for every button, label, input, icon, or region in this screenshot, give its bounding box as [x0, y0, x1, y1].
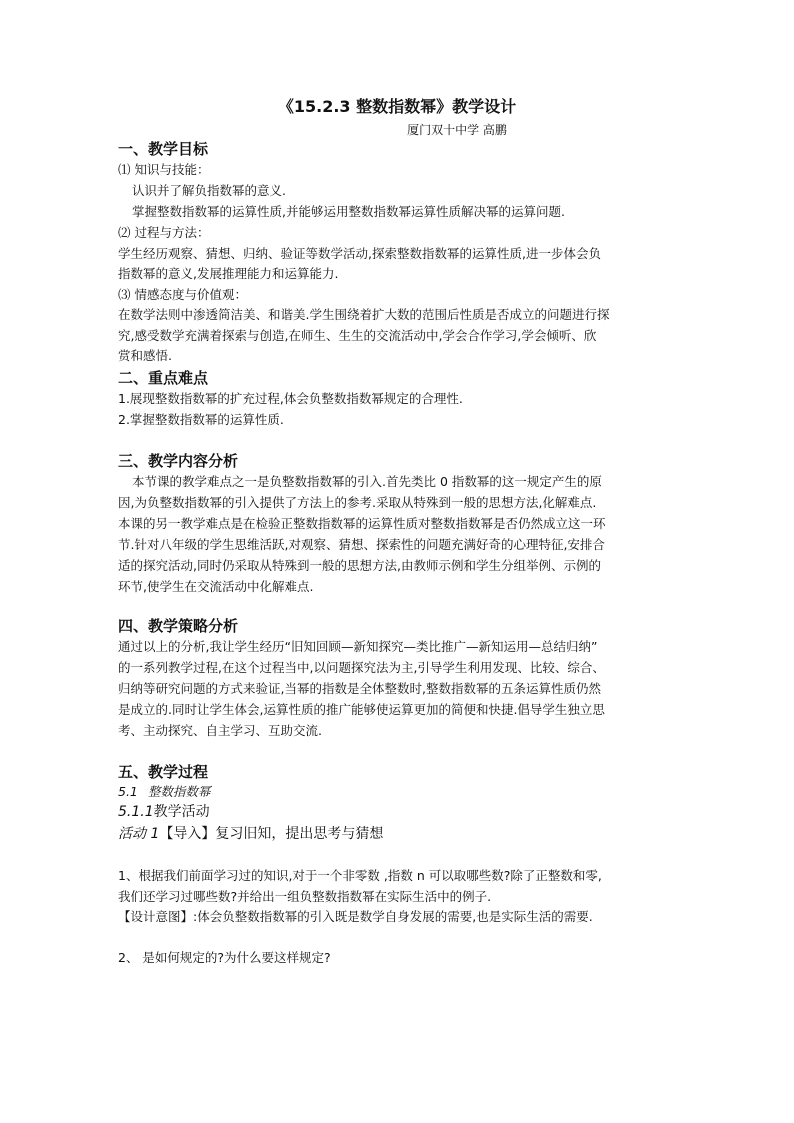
s1-p3-line2: 究,感受数学充满着探索与创造,在师生、生生的交流活动中,学会合作学习,学会倾听、欣 — [118, 328, 597, 343]
s4-line3: 归纳等研究问题的方式来验证,当幂的指数是全体整数时,整数指数幂的五条运算性质仍然 — [118, 681, 601, 696]
s4-line5: 考、主动探究、自主学习、互助交流. — [118, 723, 322, 738]
s5-design-text: :体会负整数指数幂的引入既是数学自身发展的需要,也是实际生活的需要. — [193, 909, 593, 924]
s5-activity-label: 活动 1 — [118, 826, 160, 842]
s5-activity-1 — [118, 824, 678, 844]
s4-line4: 是成立的.同时让学生体会,运算性质的推广能够使运算更加的简便和快捷.倡导学生独立思 — [118, 702, 605, 717]
s1-p1-label: ⑴ 知识与技能： — [118, 162, 210, 177]
s1-p2-line1: 学生经历观察、猜想、归纳、验证等数学活动,探索整数指数幂的运算性质,进一步体会负 — [118, 246, 601, 261]
s3-line1: 本节课的教学难点之一是负整数指数幂的引入.首先类比 0 指数幂的这一规定产生的原 — [132, 474, 602, 489]
s5-q1-line1: 1、根据我们前面学习过的知识,对于一个非零数 ,指数 n 可以取哪些数?除了正整数和零, — [118, 868, 602, 883]
s5-sub1-text: 整数指数幂 — [147, 784, 211, 799]
section-2-heading: 二、重点难点 — [118, 369, 209, 387]
s5-activity-text: 【导入】复习旧知，提出思考与猜想 — [159, 826, 384, 842]
s1-p3-label: ⑶ 情感态度与价值观： — [118, 287, 247, 302]
s5-design-intent — [118, 907, 678, 927]
s5-sub2-num: 5.1.1 — [118, 804, 154, 820]
s5-sub1-num: 5.1 — [118, 784, 138, 799]
s3-line4: 节.针对八年级的学生思维活跃,对观察、猜想、探索性的问题充满好奇的心理特征,安排合 — [118, 537, 605, 552]
s5-subsection-1 — [118, 782, 678, 802]
s5-design-label: 【设计意图】 — [118, 909, 194, 924]
section-3-heading: 三、教学内容分析 — [118, 452, 239, 470]
s5-q2: 2、 是如何规定的?为什么要这样规定? — [118, 950, 331, 965]
s4-line2: 的一系列教学过程,在这个过程当中,以问题探究法为主,引导学生利用发现、比较、综合、 — [118, 660, 605, 675]
s4-line1: 通过以上的分析,我让学生经历“旧知回顾—新知探究—类比推广—新知运用—总结归纳” — [118, 639, 598, 654]
section-1-heading: 一、教学目标 — [118, 140, 209, 158]
s1-p2-label: ⑵ 过程与方法： — [118, 225, 210, 240]
s2-line1: 1.展现整数指数幂的扩充过程,体会负整数指数幂规定的合理性. — [118, 391, 463, 406]
s3-line3: 本课的另一教学难点是在检验正整数指数幂的运算性质对整数指数幂是否仍然成立这一环 — [118, 516, 606, 531]
s5-sub2-text: 教学活动 — [153, 804, 210, 820]
s3-line6: 环节,使学生在交流活动中化解难点. — [118, 579, 314, 594]
s1-p1-line1: 认识并了解负指数幂的意义. — [132, 183, 286, 198]
s1-p3-line3: 赏和感悟. — [118, 348, 172, 363]
s3-line2: 因,为负整数指数幂的引入提供了方法上的参考.采取从特殊到一般的思想方法,化解难点. — [118, 495, 597, 510]
s2-line2: 2.掌握整数指数幂的运算性质. — [118, 412, 284, 427]
document-title: 《15.2.3 整数指数幂》教学设计 — [277, 97, 517, 116]
s5-q1-line2: 我们还学习过哪些数?并给出一组负整数指数幂在实际生活中的例子. — [118, 889, 492, 904]
author-line: 厦门双十中学 高鹏 — [407, 123, 507, 137]
section-4-heading: 四、教学策略分析 — [118, 617, 239, 635]
s5-subsection-2 — [118, 802, 678, 822]
s1-p2-line2: 指数幂的意义,发展推理能力和运算能力. — [118, 266, 339, 281]
s1-p3-line1: 在数学法则中渗透简洁美、和谐美.学生围绕着扩大数的范围后性质是否成立的问题进行探 — [118, 307, 610, 322]
s3-line5: 适的探究活动,同时仍采取从特殊到一般的思想方法,由教师示例和学生分组举例、示例的 — [118, 558, 601, 573]
s1-p1-line2: 掌握整数指数幂的运算性质,并能够运用整数指数幂运算性质解决幂的运算问题. — [132, 204, 565, 219]
section-5-heading: 五、教学过程 — [118, 763, 209, 781]
